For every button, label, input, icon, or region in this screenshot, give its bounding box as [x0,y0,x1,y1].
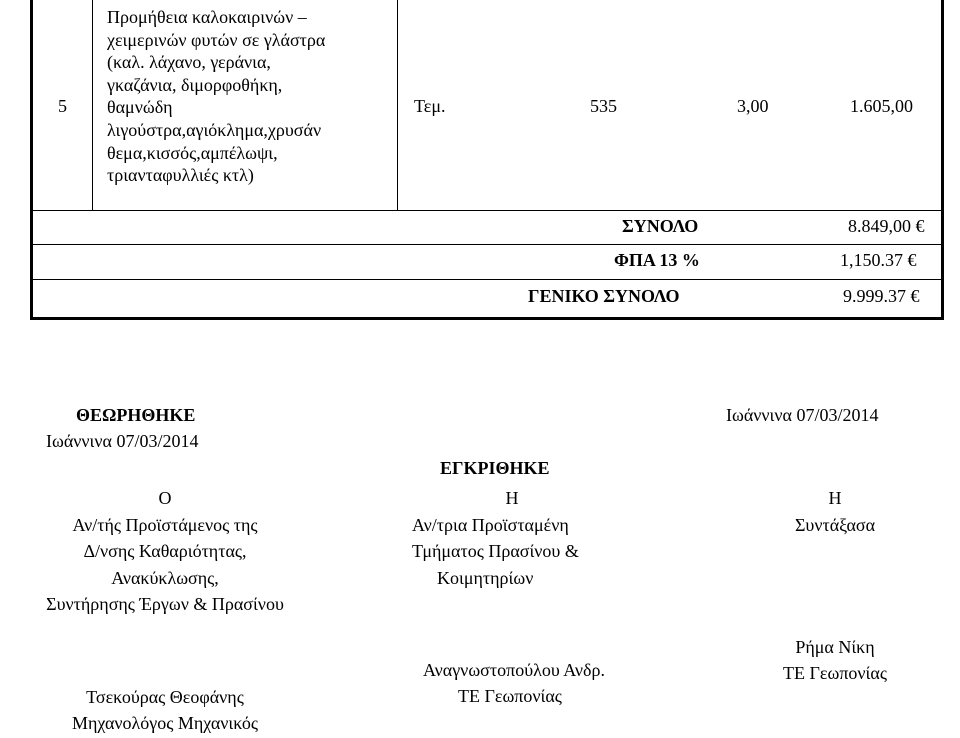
description-line: θεμα,κισσός,αμπέλωψι, [107,142,278,163]
left-name: Τσεκούρας Θεοφάνης [86,687,244,707]
vat-value: 1,150.37 € [840,250,917,270]
left-article: Ο [158,488,172,508]
left-role: Μηχανολόγος Μηχανικός [71,713,259,733]
row-divider [33,244,941,245]
description-line: (καλ. λάχανο, γεράνια, [107,52,271,73]
middle-role: ΤΕ Γεωπονίας [458,686,562,706]
right-name-block [735,634,935,686]
unit-price-cell: 3,00 [737,96,769,116]
row-divider [33,210,941,211]
middle-title-line: Κοιμητηρίων [437,567,534,588]
left-signatory [0,485,330,618]
left-title-line: Συντήρησης Έργων & Πρασίνου [46,594,284,614]
row-number: 5 [58,96,67,116]
grand-total-value: 9.999.37 € [843,286,920,306]
column-divider [92,0,93,210]
vat-label: ΦΠΑ 13 % [614,250,700,270]
middle-article: Η [505,488,519,508]
subtotal-value: 8.849,00 € [848,216,925,236]
checked-place-date: Ιωάννινα 07/03/2014 [46,431,199,451]
item-description [107,6,397,187]
grand-total-label: ΓΕΝΙΚΟ ΣΥΝΟΛΟ [528,286,680,306]
right-title: Συντάξασα [794,514,876,535]
middle-title-line: Αν/τρια Προϊσταμένη [412,514,569,535]
checked-label: ΘΕΩΡΗΘΗΚΕ [76,405,196,425]
left-title-line: Αν/τής Προϊστάμενος της [72,514,258,535]
row-divider [33,279,941,280]
right-role: ΤΕ Γεωπονίας [783,663,887,683]
description-line: γκαζάνια, διμορφοθήκη, [107,74,283,95]
left-name-block [0,684,330,736]
right-place-date: Ιωάννινα 07/03/2014 [726,405,879,425]
subtotal-label: ΣΥΝΟΛΟ [622,216,699,236]
description-line: Προμήθεια καλοκαιρινών – [107,7,307,27]
left-title-line: Δ/νσης Καθαριότητας, [83,541,247,561]
approved-label: ΕΓΚΡΙΘΗΚΕ [440,458,550,478]
right-article: Η [828,488,842,508]
unit-cell: Τεμ. [414,96,446,116]
amount-cell: 1.605,00 [850,96,913,116]
description-line: χειμερινών φυτών σε γλάστρα [107,29,326,50]
description-line: τριανταφυλλιές κτλ) [107,165,254,186]
middle-title-line: Τμήματος Πρασίνου & [412,541,579,561]
column-divider [397,0,398,210]
middle-name: Αναγνωστοπούλου Ανδρ. [423,660,606,680]
middle-signatory [412,485,652,591]
right-name: Ρήμα Νίκη [795,637,875,657]
description-line: λιγούστρα,αγιόκλημα,χρυσάν [107,119,322,140]
left-title-line: Ανακύκλωσης, [111,567,219,588]
quantity-cell: 535 [590,96,617,116]
description-line: θαμνώδη [107,97,173,118]
right-signatory [735,485,935,538]
